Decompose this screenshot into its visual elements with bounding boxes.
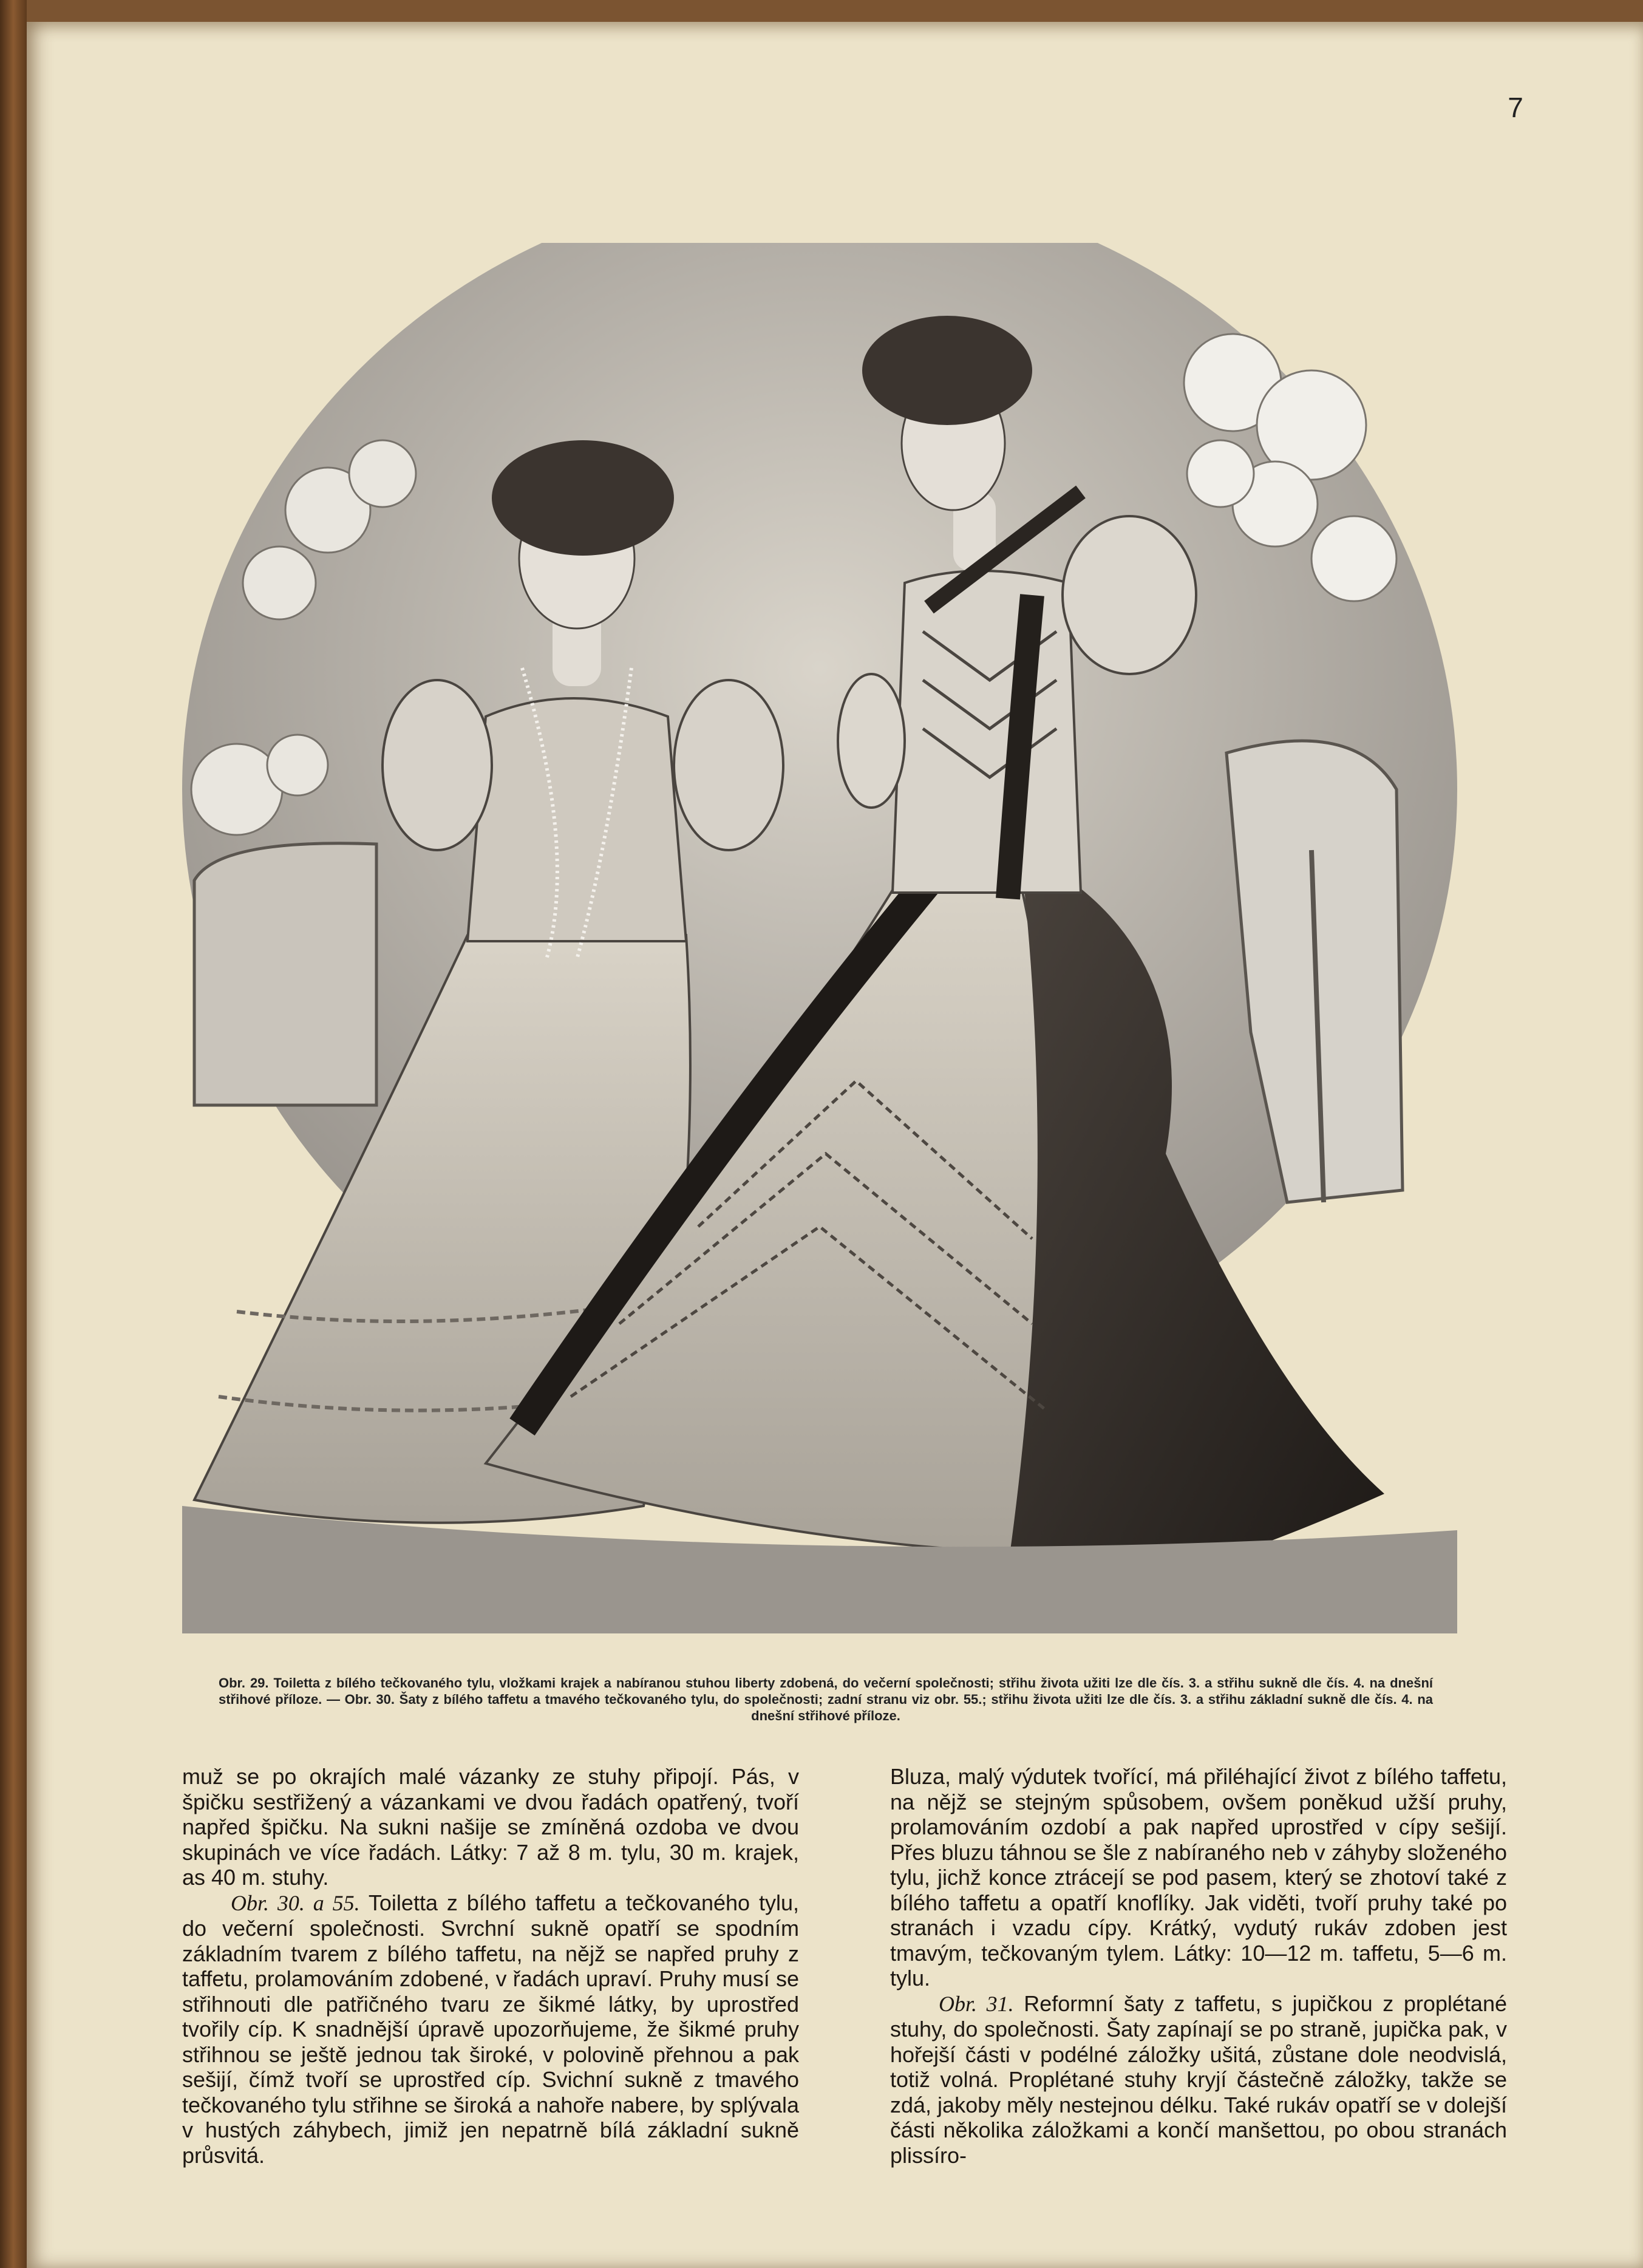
book-spine bbox=[0, 0, 27, 2268]
paragraph: Bluza, malý výdutek tvořící, má přiléhající život z bílého taffetu, na nějž se stejným spůsobem, ovšem poněkud užší pruhy, prolamováním ozdobí a pak napřed uprostřed v cípy sešijí. Přes bluzu táhnou se šle z nabíraného neb v záhyby složeného tylu, jichž konce ztrácejí se pod pasem, který se zhotoví také z bílého taffetu a opatří knoflíky. Jak viděti, tvoří pruhy také po stranách i vzadu cípy. Krátký, vydutý rukáv zdoben jest tmavým, tečkovaným tylem. Látky: 10—12 m. taffetu, 5—6 m. tylu. bbox=[890, 1764, 1507, 1990]
fashion-illustration bbox=[182, 243, 1457, 1633]
paragraph-body: Toiletta z bílého taffetu a tečkovaného tylu, do večerní společnosti. Svrchní sukně opatří se spodním základním tvarem z bílého taffetu, na nějž se napřed pruhy z taffetu, prolamováním zdobené, v řadách upraví. Pruhy musí se střihnouti dle patřičného tvaru ze šikmé látky, by uprostřed tvořily cíp. K snadnější úpravě upozorňujeme, že šikmé pruhy střihnou se ještě jednou tak široké, v polovině přehnou a pak sešijí, čímž tvoří se uprostřed cíp. Svichní sukně z tmavého tečkovaného tylu střihne se široká a nahoře nabere, by splývala v hustých záhybech, jimiž jen nepatrně bílá základní sukně průsvitá. bbox=[182, 1890, 799, 2168]
text-column-right bbox=[890, 1764, 1507, 2168]
paragraph: muž se po okrajích malé vázanky ze stuhy připojí. Pás, v špičku sestřižený a vázankami ve dvou řadách opatřený, tvoří napřed špičku. Na sukni našije se zmíněná ozdoba ve dvou skupinách ve více řadách. Látky: 7 až 8 m. tylu, 30 m. krajek, as 40 m. stuhy. bbox=[182, 1764, 799, 1890]
figure-caption: Obr. 29. Toiletta z bílého tečkovaného tylu, vložkami krajek a nabíranou stuhou liberty zdobená, do večerní společnosti; střihu života užiti lze dle čís. 3. a střihu sukně dle čís. 4. na dnešní střihové příloze. — Obr. 30. Šaty z bílého taffetu a tmavého tečkovaného tylu, do společnosti; zadní stranu viz obr. 55.; střihu života užiti lze dle čís. 3. a střihu základní sukně dle čís. 4. na dnešní střihové příloze. bbox=[219, 1675, 1433, 1723]
paragraph-obr-30 bbox=[182, 1890, 799, 2168]
page-number: 7 bbox=[1508, 92, 1523, 123]
fashion-plate-drawing bbox=[182, 243, 1457, 1633]
paragraph-obr-31 bbox=[890, 1991, 1507, 2168]
paragraph-body: Reformní šaty z taffetu, s jupičkou z proplétané stuhy, do společnosti. Šaty zapínají se po straně, jupička pak, v hořejší části v podélné záložky ušitá, zůstane dole neodvislá, totiž volná. Proplétané stuhy kryjí částečně záložky, takže se zdá, jakoby měly nestejnou délku. Také rukáv opatří se v dolejší části několika záložkami a končí manšettou, po obou stranách plissíro- bbox=[890, 1990, 1507, 2168]
figure-reference: Obr. 31. bbox=[939, 1991, 1014, 2016]
figure-reference: Obr. 30. a 55. bbox=[231, 1890, 360, 1915]
text-column-left bbox=[182, 1764, 799, 2168]
